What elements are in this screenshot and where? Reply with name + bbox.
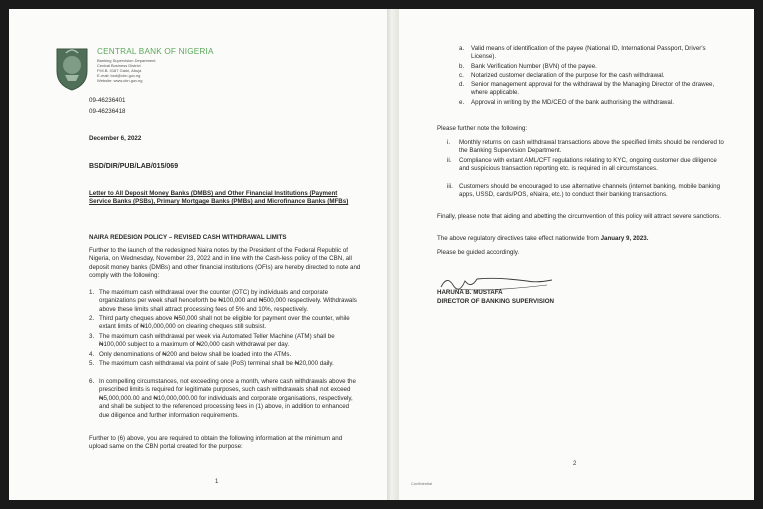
effective-paragraph: The above regulatory directives take effect nationwide from January 9, 2023.	[437, 235, 649, 242]
list-item: The maximum cash withdrawal via point of sale (PoS) terminal shall be ₦20,000 daily.	[99, 360, 334, 367]
page-2	[399, 9, 754, 500]
sub-item-letter: d.	[459, 81, 465, 88]
letter-date: December 6, 2022	[89, 135, 142, 142]
page-1	[9, 9, 387, 500]
sub-item-letter: e.	[459, 99, 465, 106]
finally-paragraph: Finally, please note that aiding and abetting the circumvention of this policy will attract severe sanctions.	[437, 213, 721, 220]
intro-paragraph: Further to the launch of the redesigned Naira notes by the President of the Federal Republic of Nigeria, on Wednesday, November 23, 2022 and in line with the Cash-less policy of the CBN, all deposit money banks (DMBs) and other financial institutions (OFIs) are hereby directed to note and comply with the following:	[89, 247, 361, 280]
signature-mark	[437, 271, 557, 293]
footer-mark: Confidential	[411, 481, 433, 486]
note-item: Monthly returns on cash withdrawal transactions above the specified limits should be rendered to the Banking Supervision Department.	[459, 139, 724, 155]
sub-item: Senior management approval for the withdrawal by the Managing Director of the drawee, where applicable.	[471, 81, 715, 97]
list-item: The maximum cash withdrawal per week via Automated Teller Machine (ATM) shall be ₦100,000 subject to a maximum of ₦20,000 cash withdrawal per day.	[99, 333, 335, 349]
sub-item: Valid means of identification of the payee (National ID, International Passport, Driver's License).	[471, 45, 706, 61]
notes-intro: Please further note the following:	[437, 125, 528, 132]
note-numeral: iii.	[447, 183, 453, 190]
list-item: The maximum cash withdrawal over the counter (OTC) by individuals and corporate organizations per week shall henceforth be ₦100,000 and ₦500,000 respectively. Withdrawals above these limits shall attract processing fees of 5% and 10%, respectively.	[99, 289, 357, 313]
note-item: Customers should be encouraged to use alternative channels (internet banking, mobile banking apps, USSD, cards/POS, eNaira, etc.) to conduct their banking transactions.	[459, 183, 721, 199]
item-number: 4.	[89, 351, 95, 358]
phone-2: 09-46236418	[89, 108, 126, 115]
sub-item-letter: c.	[459, 72, 464, 79]
signatory-name: HARUNA B. MUSTAFA	[437, 289, 503, 296]
list-item: In compelling circumstances, not exceeding once a month, where cash withdrawals above the prescribed limits is required for legitimate purposes, such cash withdrawals shall not exceed ₦5,000,000.00 and ₦10,000,000.00 for individuals and corporate organisations, respectively, and shall be subject to the referenced processing fees in (1) above, in addition to enhanced due diligence and further information requirements.	[99, 378, 356, 419]
further-paragraph: Further to (6) above, you are required to obtain the following information at the minimum and upload same on the CBN portal created for the purpose:	[89, 435, 343, 451]
item-number: 5.	[89, 360, 95, 367]
guided-line: Please be guided accordingly.	[437, 249, 520, 256]
bank-name: CENTRAL BANK OF NIGERIA	[97, 47, 214, 56]
sub-item-letter: a.	[459, 45, 465, 52]
item-number: 1.	[89, 289, 95, 296]
page-number: 2	[573, 461, 577, 467]
signatory-title: DIRECTOR OF BANKING SUPERVISION	[437, 298, 555, 305]
note-numeral: ii.	[447, 157, 452, 164]
note-item: Compliance with extant AML/CFT regulations relating to KYC, ongoing customer due diligence and suspicious transaction reporting etc. is required in all circumstances.	[459, 157, 717, 173]
sub-item: Approval in writing by the MD/CEO of the bank authorising the withdrawal.	[471, 99, 674, 106]
page-number: 1	[215, 479, 219, 485]
cbn-seal-icon	[53, 45, 91, 91]
document-spread	[9, 9, 754, 500]
addressee: Letter to All Deposit Money Banks (DMBS) and Other Financial Institutions (Payment Service Banks (PSBs), Primary Mortgage Banks (PMBs) and Microfinance Banks (MFBs)	[89, 190, 349, 206]
sub-item: Bank Verification Number (BVN) of the payee.	[471, 63, 597, 70]
item-number: 6.	[89, 378, 95, 385]
sub-item-letter: b.	[459, 63, 465, 70]
page-gutter	[387, 9, 399, 500]
list-item: Third party cheques above ₦50,000 shall not be eligible for payment over the counter, while extant limits of ₦10,000,000 on clearing cheques still subsist.	[99, 315, 350, 331]
bank-address: Banking Supervision Department Central Business District P.M.B. 0187 Garki, Abuja E-mail: bsd@cbn.gov.ng Website: www.cbn.gov.ng	[97, 58, 156, 83]
reference-number: BSD/DIR/PUB/LAB/015/069	[89, 163, 179, 170]
sub-item: Notarized customer declaration of the purpose for the cash withdrawal.	[471, 72, 665, 79]
phone-1: 09-46236401	[89, 97, 126, 104]
subject-line: NAIRA REDESIGN POLICY – REVISED CASH WITHDRAWAL LIMITS	[89, 234, 287, 241]
item-number: 3.	[89, 333, 95, 340]
item-number: 2.	[89, 315, 95, 322]
list-item: Only denominations of ₦200 and below shall be loaded into the ATMs.	[99, 351, 292, 358]
note-numeral: i.	[447, 139, 451, 146]
